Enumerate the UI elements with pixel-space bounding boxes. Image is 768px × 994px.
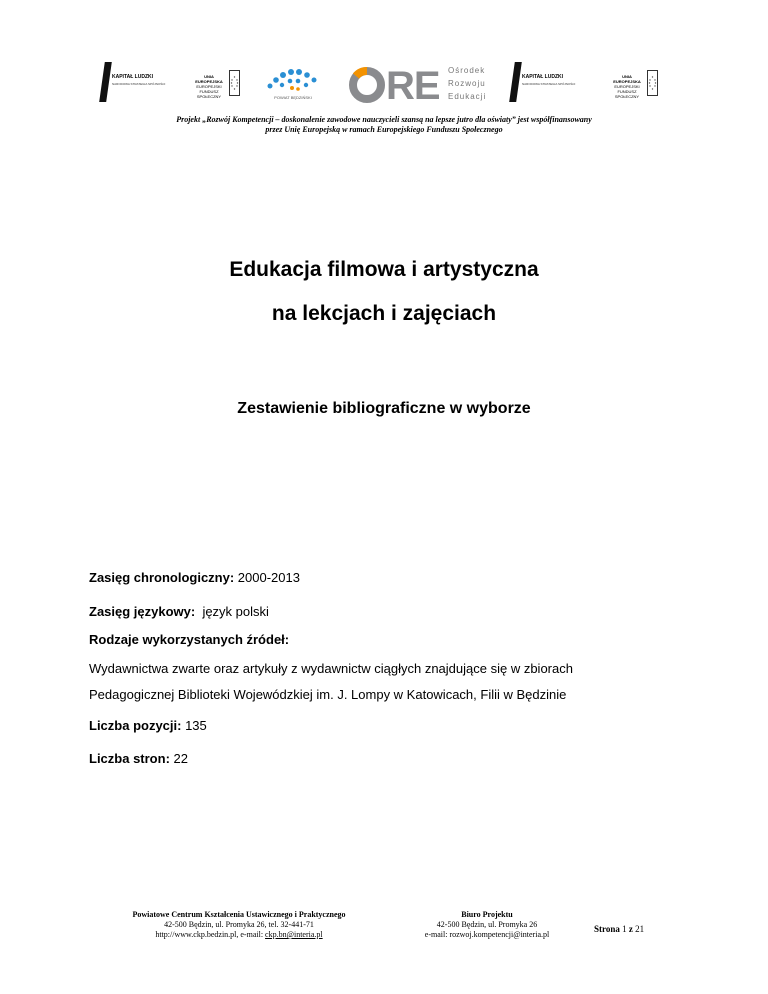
range-chronological: Zasięg chronologiczny: 2000-2013 (89, 570, 300, 585)
email-link[interactable]: ckp.bn@interia.pl (265, 930, 323, 939)
ore-logo: RE Ośrodek Rozwoju Edukacji (348, 64, 488, 106)
project-note: Projekt „Rozwój Kompetencji – doskonalenie zawodowe nauczycieli szansą na lepsze jutro dla oświaty” jest współfinansowany przez Unię Europejską w ramach Europejskiego Funduszu Społecznego (176, 115, 592, 134)
sources-line1: Wydawnictwa zwarte oraz artykuły z wydawnictw ciągłych znajdujące się w zbiorach (89, 661, 573, 676)
eu-flag-icon (229, 70, 240, 96)
kapital-ludzki-logo-2: KAPITAŁ LUDZKI NARODOWA STRATEGIA SPÓJNOŚCI (508, 60, 548, 106)
footer-project-office: Biuro Projektu 42-500 Będzin, ul. Promyka 26 e-mail: rozwoj.kompetencji@interia.pl (424, 910, 550, 939)
page-counter: Strona 1 z 21 (594, 924, 645, 934)
eu-flag-icon (647, 70, 658, 96)
ore-circle-icon (348, 66, 386, 104)
logo-strip (0, 58, 768, 110)
eu-logo-2: UNIA EUROPEJSKA EUROPEJSKI FUNDUSZ SPOŁECZNY (610, 70, 658, 96)
footer-institution: Powiatowe Centrum Kształcenia Ustawicznego i Praktycznego 42-500 Będzin, ul. Promyka 26, tel. 32-441-71 http://www.ckp.bedzin.pl, e-mail: ckp.bn@interia.pl (132, 910, 346, 939)
range-language: Zasięg językowy: język polski (89, 604, 269, 619)
positions-count: Liczba pozycji: 135 (89, 718, 207, 733)
eu-logo: UNIA EUROPEJSKA EUROPEJSKI FUNDUSZ SPOŁECZNY (192, 70, 240, 96)
pages-count: Liczba stron: 22 (89, 751, 188, 766)
page-subtitle: Zestawienie bibliograficzne w wyborze (237, 400, 531, 417)
powiat-dots-icon (262, 66, 324, 96)
sources-line2: Pedagogicznej Biblioteki Wojewódzkiej im. J. Lompy w Katowicach, Filii w Będzinie (89, 687, 567, 702)
sources-label: Rodzaje wykorzystanych źródeł: (89, 632, 290, 647)
powiat-bedzinski-logo: POWIAT BĘDZIŃSKI (262, 66, 324, 106)
page-title: Edukacja filmowa i artystyczna (229, 258, 539, 281)
kapital-ludzki-logo: KAPITAŁ LUDZKI NARODOWA STRATEGIA SPÓJNOŚCI (98, 60, 138, 106)
page-title-line2: na lekcjach i zajęciach (271, 302, 497, 325)
